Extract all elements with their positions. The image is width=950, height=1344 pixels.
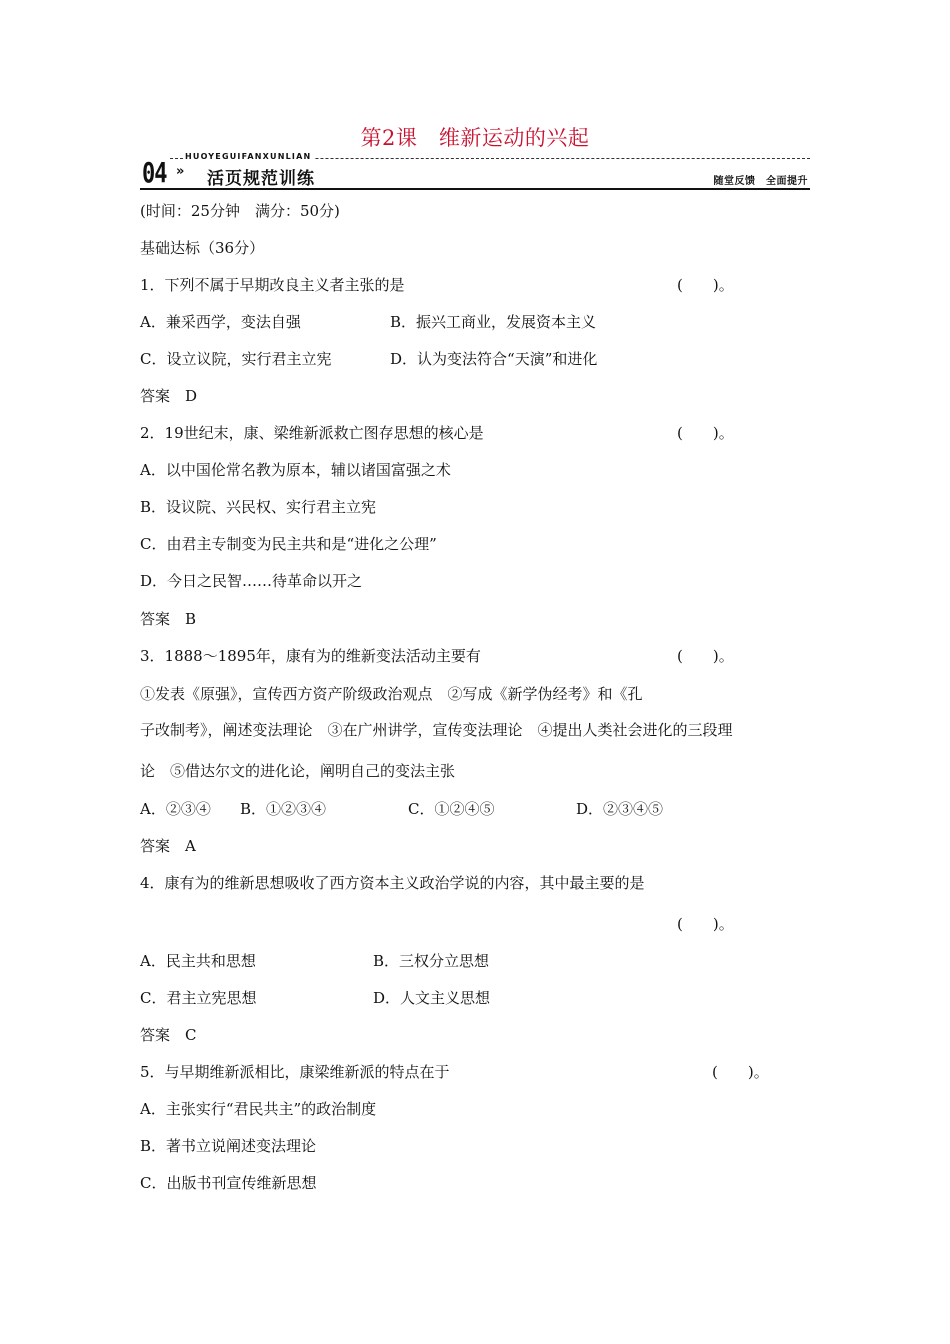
- banner-right-label: 随堂反馈 全面提升: [713, 176, 808, 187]
- page-title: 第2课 维新运动的兴起: [360, 126, 590, 150]
- question-5-option-b: B．著书立说阐述变法理论: [140, 1137, 317, 1155]
- question-2-option-b: B．设议院、兴民权、实行君主立宪: [140, 498, 377, 516]
- question-1-option-d: D．认为变法符合“天演”和进化: [390, 350, 598, 368]
- question-1-stem: 1．下列不属于早期改良主义者主张的是: [140, 276, 405, 294]
- question-2-answer-blank: ( )。: [677, 424, 734, 442]
- question-3-item-line-1: ①发表《原强》，宣传西方资产阶级政治观点 ②写成《新学伪经考》和《孔: [140, 685, 643, 703]
- question-4-answer: 答案 C: [140, 1026, 197, 1044]
- question-4-option-c: C．君主立宪思想: [140, 989, 257, 1007]
- question-2-stem: 2．19世纪末，康、梁维新派救亡图存思想的核心是: [140, 424, 484, 442]
- question-5-stem: 5．与早期维新派相比，康梁维新派的特点在于: [140, 1063, 450, 1081]
- question-1-option-b: B．振兴工商业，发展资本主义: [390, 313, 597, 331]
- double-arrow-icon: »: [176, 164, 185, 179]
- section-heading: 基础达标（36分）: [140, 239, 265, 257]
- question-5-option-c: C．出版书刊宣传维新思想: [140, 1174, 317, 1192]
- question-1-option-a: A．兼采西学，变法自强: [140, 313, 301, 331]
- question-4-option-d: D．人文主义思想: [373, 989, 491, 1007]
- question-1-option-c: C．设立议院，实行君主立宪: [140, 350, 332, 368]
- question-4-option-b: B．三权分立思想: [373, 952, 490, 970]
- question-2-answer: 答案 B: [140, 610, 197, 628]
- question-4-stem: 4．康有为的维新思想吸收了西方资本主义政治学说的内容，其中最主要的是: [140, 874, 645, 892]
- question-1-answer: 答案 D: [140, 387, 198, 405]
- question-2-option-a: A．以中国伦常名教为原本，辅以诸国富强之术: [140, 461, 451, 479]
- question-3-answer-blank: ( )。: [677, 647, 734, 665]
- question-2-option-d: D．今日之民智……待革命以开之: [140, 572, 363, 590]
- question-3-option-d: D．②③④⑤: [576, 800, 664, 818]
- question-3-option-b: B．①②③④: [240, 800, 327, 818]
- section-banner: [140, 152, 810, 192]
- question-1-answer-blank: ( )。: [677, 276, 734, 294]
- question-4-answer-blank: ( )。: [677, 915, 734, 933]
- question-5-option-a: A．主张实行“君民共主”的政治制度: [140, 1100, 377, 1118]
- banner-section-number: 04: [142, 158, 167, 190]
- question-3-stem: 3．1888～1895年，康有为的维新变法活动主要有: [140, 647, 481, 665]
- question-4-option-a: A．民主共和思想: [140, 952, 256, 970]
- question-2-option-c: C．由君主专制变为民主共和是“进化之公理”: [140, 535, 437, 553]
- banner-pinyin: HUOYEGUIFANXUNLIAN: [185, 152, 315, 161]
- question-3-answer: 答案 A: [140, 837, 196, 855]
- question-3-option-a: A．②③④: [140, 800, 211, 818]
- question-5-answer-blank: ( )。: [712, 1063, 769, 1081]
- time-score-info: (时间：25分钟 满分：50分): [140, 202, 340, 220]
- banner-bottom-rule: [140, 188, 810, 190]
- question-3-item-line-2: 子改制考》，阐述变法理论 ③在广州讲学，宣传变法理论 ④提出人类社会进化的三段理: [140, 721, 733, 739]
- question-3-option-c: C．①②④⑤: [408, 800, 495, 818]
- question-3-item-line-3: 论 ⑤借达尔文的进化论，阐明自己的变法主张: [140, 762, 456, 780]
- banner-section-label: 活页规范训练: [207, 169, 315, 189]
